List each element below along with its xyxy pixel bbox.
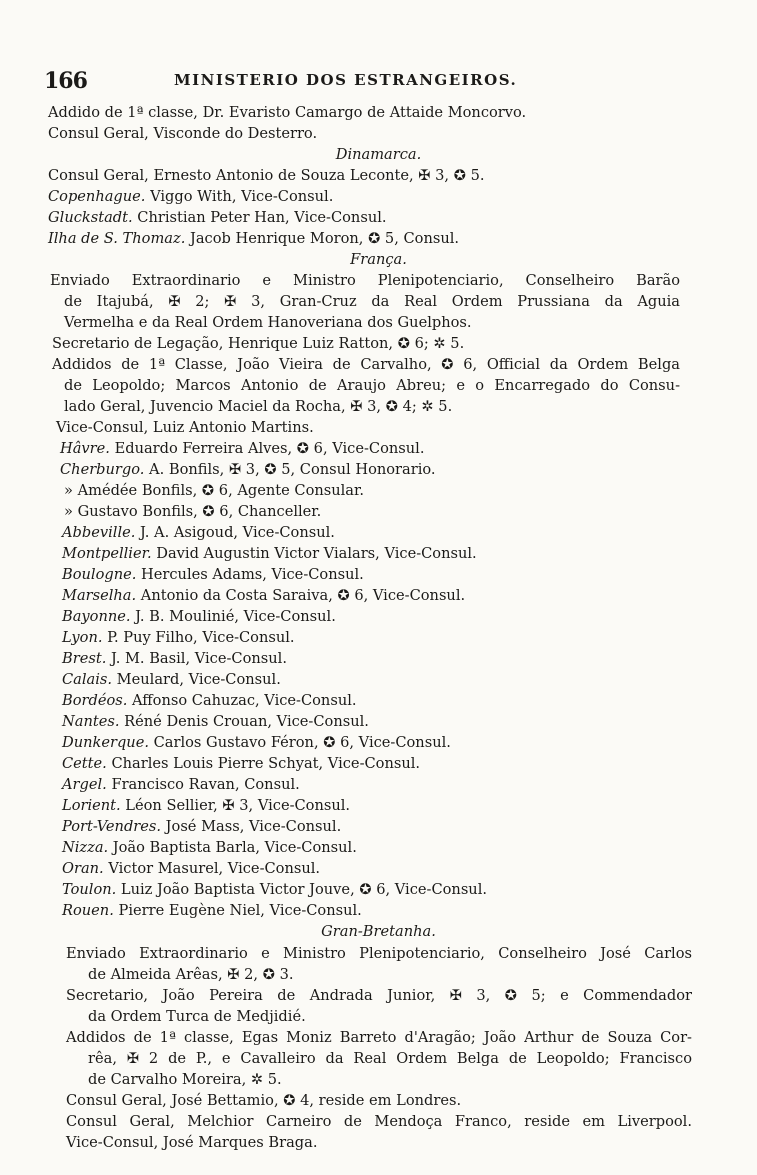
text-line	[62, 796, 350, 816]
place-name: Lyon.	[62, 629, 103, 646]
line-text: Carlos Gustavo Féron, ✪ 6, Vice-Consul.	[148, 734, 451, 751]
place-name: Brest.	[62, 650, 107, 667]
line-text: David Augustin Victor Vialars, Vice-Consul.	[151, 545, 477, 562]
text-line	[88, 965, 294, 985]
text-line	[48, 166, 485, 186]
text-line	[62, 859, 320, 879]
text-line	[62, 586, 465, 606]
place-name: Bordéos.	[62, 692, 128, 709]
place-name: Marselha.	[62, 587, 137, 604]
line-text: Charles Louis Pierre Schyat, Vice-Consul.	[106, 755, 421, 772]
line-text: Secretario, João Pereira de Andrada Junior, ✠ 3, ✪ 5; e Commendador	[66, 987, 692, 1004]
line-text: Consul Geral, Ernesto Antonio de Souza Leconte, ✠ 3, ✪ 5.	[48, 167, 485, 184]
text-line	[62, 607, 336, 627]
line-text: de Almeida Arêas, ✠ 2, ✪ 3.	[88, 966, 294, 983]
place-name: Abbeville.	[62, 524, 136, 541]
text-line	[48, 124, 317, 144]
line-text: Vermelha e da Real Ordem Hanoveriana dos Guelphos.	[64, 314, 472, 331]
line-text: Vice-Consul, José Marques Braga.	[66, 1134, 318, 1151]
text-line	[62, 775, 300, 795]
line-text: P. Puy Filho, Vice-Consul.	[102, 629, 295, 646]
text-line	[62, 838, 357, 858]
text-line	[64, 502, 321, 522]
place-name: Port-Vendres.	[62, 818, 162, 835]
place-name: Oran.	[62, 860, 104, 877]
line-text: José Mass, Vice-Consul.	[161, 818, 342, 835]
line-text: de Itajubá, ✠ 2; ✠ 3, Gran-Cruz da Real Ordem Prussiana da Aguia	[64, 293, 680, 310]
line-text: A. Bonfils, ✠ 3, ✪ 5, Consul Honorario.	[144, 461, 436, 478]
line-text: Jacob Henrique Moron, ✪ 5, Consul.	[185, 230, 460, 247]
place-name: Copenhague.	[48, 188, 146, 205]
text-line	[60, 460, 436, 480]
line-text: Addidos de 1ª Classe, João Vieira de Carvalho, ✪ 6, Official da Ordem Belga	[52, 356, 680, 373]
line-text: Christian Peter Han, Vice-Consul.	[132, 209, 387, 226]
text-line	[88, 1070, 282, 1090]
place-name: Gluckstadt.	[48, 209, 133, 226]
text-line	[48, 187, 333, 207]
line-text: Victor Masurel, Vice-Consul.	[103, 860, 321, 877]
place-name: Montpellier.	[62, 545, 152, 562]
text-line	[52, 355, 680, 375]
place-name: Calais.	[62, 671, 113, 688]
text-line	[64, 397, 452, 417]
place-name: Toulon.	[62, 881, 117, 898]
place-name: Nantes.	[62, 713, 120, 730]
line-text: de Carvalho Moreira, ✲ 5.	[88, 1071, 282, 1088]
text-line	[66, 1028, 692, 1048]
text-line	[48, 103, 526, 123]
line-text: Viggo With, Vice-Consul.	[145, 188, 334, 205]
line-text: Luiz João Baptista Victor Jouve, ✪ 6, Vice-Consul.	[116, 881, 488, 898]
place-name: Cette.	[62, 755, 107, 772]
text-line	[88, 1049, 692, 1069]
text-line	[66, 986, 692, 1006]
place-name: Ilha de S. Thomaz.	[48, 230, 186, 247]
text-line	[64, 292, 680, 312]
text-line	[64, 313, 472, 333]
text-line	[62, 733, 451, 753]
text-line	[62, 754, 420, 774]
text-line	[60, 439, 424, 459]
place-name: Dunkerque.	[62, 734, 149, 751]
line-text: Meulard, Vice-Consul.	[112, 671, 281, 688]
line-text: Eduardo Ferreira Alves, ✪ 6, Vice-Consul.	[109, 440, 425, 457]
place-name: Hâvre.	[60, 440, 110, 457]
line-text: Enviado Extraordinario e Ministro Plenipotenciario, Conselheiro José Carlos	[66, 945, 692, 962]
line-text: Consul Geral, Melchior Carneiro de Mendoça Franco, reside em Liverpool.	[66, 1113, 692, 1130]
place-name: Cherburgo.	[60, 461, 145, 478]
line-text: da Ordem Turca de Medjidié.	[88, 1008, 306, 1025]
text-line	[62, 712, 369, 732]
line-text: Addidos de 1ª classe, Egas Moniz Barreto d'Aragão; João Arthur de Souza Cor-	[66, 1029, 692, 1046]
running-head: MINISTERIO DOS ESTRANGEIROS.	[174, 71, 518, 89]
text-line	[62, 817, 341, 837]
text-line	[62, 880, 487, 900]
line-text: Francisco Ravan, Consul.	[106, 776, 300, 793]
section-heading	[0, 922, 757, 942]
text-line	[62, 565, 364, 585]
line-text: Pierre Eugène Niel, Vice-Consul.	[113, 902, 362, 919]
place-name: Rouen.	[62, 902, 114, 919]
text-line	[62, 691, 357, 711]
section-heading	[0, 145, 757, 165]
line-text: Réné Denis Crouan, Vice-Consul.	[119, 713, 369, 730]
text-line	[66, 1091, 461, 1111]
text-line	[88, 1007, 306, 1027]
text-line	[62, 670, 281, 690]
text-line	[62, 649, 287, 669]
text-line	[48, 208, 387, 228]
line-text: Dinamarca.	[335, 146, 422, 163]
text-line	[48, 229, 459, 249]
line-text: J. A. Asigoud, Vice-Consul.	[135, 524, 335, 541]
text-line	[50, 271, 680, 291]
text-line	[62, 901, 362, 921]
section-heading	[0, 250, 757, 270]
line-text: Gran-Bretanha.	[321, 923, 436, 940]
line-text: João Baptista Barla, Vice-Consul.	[108, 839, 357, 856]
text-line	[56, 418, 314, 438]
text-line	[66, 1112, 692, 1132]
line-text: Secretario de Legação, Henrique Luiz Ratton, ✪ 6; ✲ 5.	[52, 335, 465, 352]
place-name: Bayonne.	[62, 608, 131, 625]
text-line	[66, 1133, 318, 1153]
line-text: Affonso Cahuzac, Vice-Consul.	[127, 692, 357, 709]
place-name: Argel.	[62, 776, 107, 793]
line-text: lado Geral, Juvencio Maciel da Rocha, ✠ 3, ✪ 4; ✲ 5.	[64, 398, 453, 415]
text-line	[66, 944, 692, 964]
line-text: Enviado Extraordinario e Ministro Plenipotenciario, Conselheiro Barão	[50, 272, 680, 289]
text-line	[62, 628, 295, 648]
line-text: de Leopoldo; Marcos Antonio de Araujo Abreu; e o Encarregado do Consu-	[64, 377, 680, 394]
line-text: França.	[350, 251, 407, 268]
place-name: Lorient.	[62, 797, 121, 814]
line-text: Consul Geral, Visconde do Desterro.	[48, 125, 318, 142]
place-name: Boulogne.	[62, 566, 137, 583]
line-text: Hercules Adams, Vice-Consul.	[136, 566, 364, 583]
line-text: » Gustavo Bonfils, ✪ 6, Chanceller.	[64, 503, 322, 520]
page-number: 166	[44, 68, 87, 94]
line-text: rêa, ✠ 2 de P., e Cavalleiro da Real Ordem Belga de Leopoldo; Francisco	[88, 1050, 692, 1067]
line-text: Vice-Consul, Luiz Antonio Martins.	[56, 419, 314, 436]
text-line	[62, 544, 477, 564]
page-header	[44, 68, 564, 94]
line-text: » Amédée Bonfils, ✪ 6, Agente Consular.	[64, 482, 365, 499]
text-line	[52, 334, 464, 354]
line-text: J. M. Basil, Vice-Consul.	[106, 650, 287, 667]
line-text: Addido de 1ª classe, Dr. Evaristo Camargo de Attaide Moncorvo.	[48, 104, 527, 121]
text-line	[64, 481, 364, 501]
line-text: Léon Sellier, ✠ 3, Vice-Consul.	[120, 797, 351, 814]
text-line	[64, 376, 680, 396]
line-text: J. B. Moulinié, Vice-Consul.	[130, 608, 336, 625]
place-name: Nizza.	[62, 839, 109, 856]
line-text: Antonio da Costa Saraiva, ✪ 6, Vice-Consul.	[136, 587, 466, 604]
text-line	[62, 523, 335, 543]
line-text: Consul Geral, José Bettamio, ✪ 4, reside em Londres.	[66, 1092, 462, 1109]
